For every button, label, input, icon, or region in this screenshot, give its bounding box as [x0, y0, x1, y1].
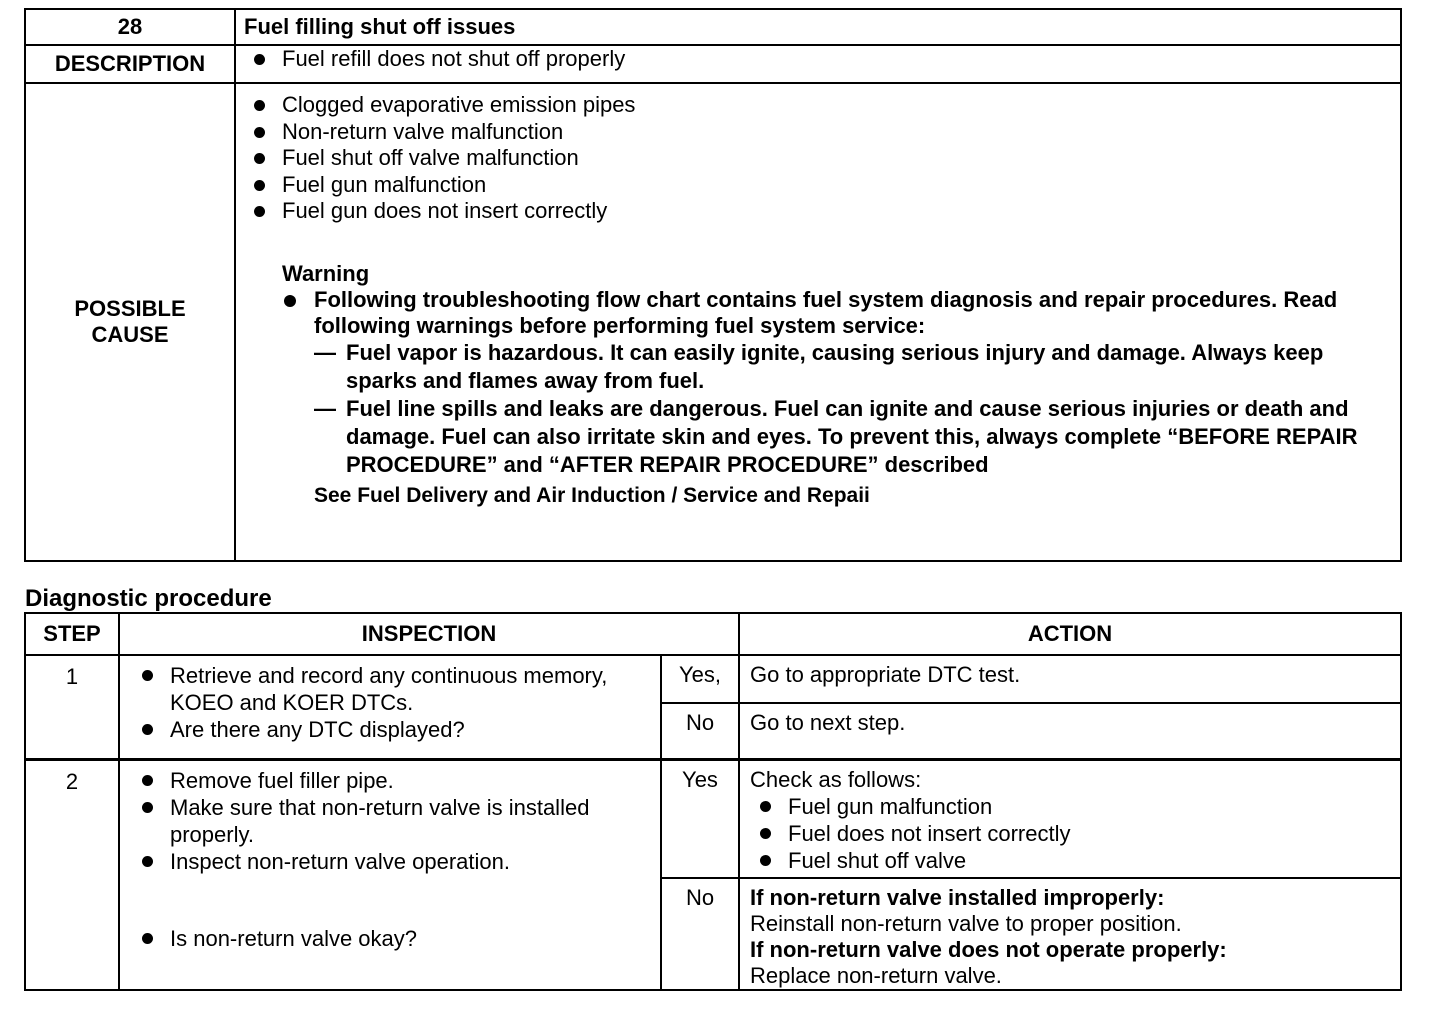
warning-item: — Fuel vapor is hazardous. It can easily ignite, causing serious injury and damage. Always keep sparks and flames away from fuel. [314, 339, 1386, 395]
diagnostic-header-row [25, 613, 1401, 655]
warning-items [282, 339, 1386, 479]
inspection-item: Make sure that non-return valve is installed properly. [138, 794, 652, 848]
no-action-text: Reinstall non-return valve to proper position. [750, 911, 1182, 936]
cause-item: Fuel gun does not insert correctly [250, 198, 1386, 225]
yes-action-intro: Check as follows: [750, 767, 922, 792]
yes-label: Yes, [661, 655, 739, 703]
warning-block [282, 261, 1386, 513]
inspection-item: Are there any DTC displayed? [138, 716, 652, 743]
inspection-item: Remove fuel filler pipe. [138, 767, 652, 794]
step-1-inspection [119, 655, 661, 760]
yes-action-item: Fuel gun malfunction [756, 793, 1390, 820]
inspection-list [138, 767, 652, 875]
inspection-list [138, 662, 652, 743]
step-2-inspection [119, 760, 661, 991]
inspection-question: Is non-return valve okay? [138, 925, 652, 952]
issue-title: Fuel filling shut off issues [235, 9, 1401, 45]
yes-action [739, 760, 1401, 879]
description-cell [235, 45, 1401, 83]
step-2-yes-row [25, 760, 1401, 879]
possible-cause-cell [235, 83, 1401, 561]
cause-item: Fuel shut off valve malfunction [250, 145, 1386, 172]
description-list [250, 46, 1400, 73]
cause-item: Non-return valve malfunction [250, 119, 1386, 146]
yes-label: Yes [661, 760, 739, 879]
diagnostic-table [24, 612, 1402, 991]
no-action-heading: If non-return valve installed improperly: [750, 885, 1165, 910]
see-also-reference: See Fuel Delivery and Air Induction / Service and Repaii [314, 483, 870, 507]
description-label: DESCRIPTION [25, 45, 235, 83]
warning-item: — Fuel line spills and leaks are dangerous. Fuel can ignite and cause serious injuries or death and damage. Fuel can also irritate skin and eyes. To prevent this, always complete “BEFORE REPAIR PROCEDURE” and “AFTER REPAIR PROCEDURE” described [314, 395, 1386, 479]
yes-action: Go to appropriate DTC test. [739, 655, 1401, 703]
cause-item: Clogged evaporative emission pipes [250, 92, 1386, 119]
inspection-item: Retrieve and record any continuous memory, KOEO and KOER DTCs. [138, 662, 652, 716]
possible-cause-label-line2: CAUSE [91, 322, 169, 347]
step-header: STEP [25, 613, 119, 655]
inspection-question-list [138, 925, 652, 952]
yes-action-item: Fuel does not insert correctly [756, 820, 1390, 847]
no-action: Go to next step. [739, 703, 1401, 760]
no-label: No [661, 703, 739, 760]
step-number: 1 [25, 655, 119, 760]
possible-cause-label [25, 83, 235, 561]
description-item: Fuel refill does not shut off properly [250, 46, 1400, 73]
inspection-header: INSPECTION [119, 613, 739, 655]
warning-title: Warning [282, 260, 370, 286]
step-1-yes-row [25, 655, 1401, 703]
possible-cause-label-line1: POSSIBLE [74, 296, 186, 321]
no-label: No [661, 878, 739, 990]
yes-action-item: Fuel shut off valve [756, 847, 1390, 874]
action-header: ACTION [739, 613, 1401, 655]
no-action [739, 878, 1401, 990]
cause-item: Fuel gun malfunction [250, 172, 1386, 199]
issue-number: 28 [25, 9, 235, 45]
issue-table [24, 8, 1402, 562]
warning-intro: Following troubleshooting flow chart contains fuel system diagnosis and repair procedures. Read following warnings before performing fuel system service: [282, 287, 1386, 339]
no-action-heading: If non-return valve does not operate properly: [750, 937, 1227, 962]
yes-action-list [756, 793, 1390, 874]
diagnostic-procedure-title: Diagnostic procedure [25, 585, 272, 612]
no-action-text: Replace non-return valve. [750, 963, 1002, 988]
inspection-item: Inspect non-return valve operation. [138, 848, 652, 875]
cause-list [250, 92, 1386, 225]
step-number: 2 [25, 760, 119, 991]
